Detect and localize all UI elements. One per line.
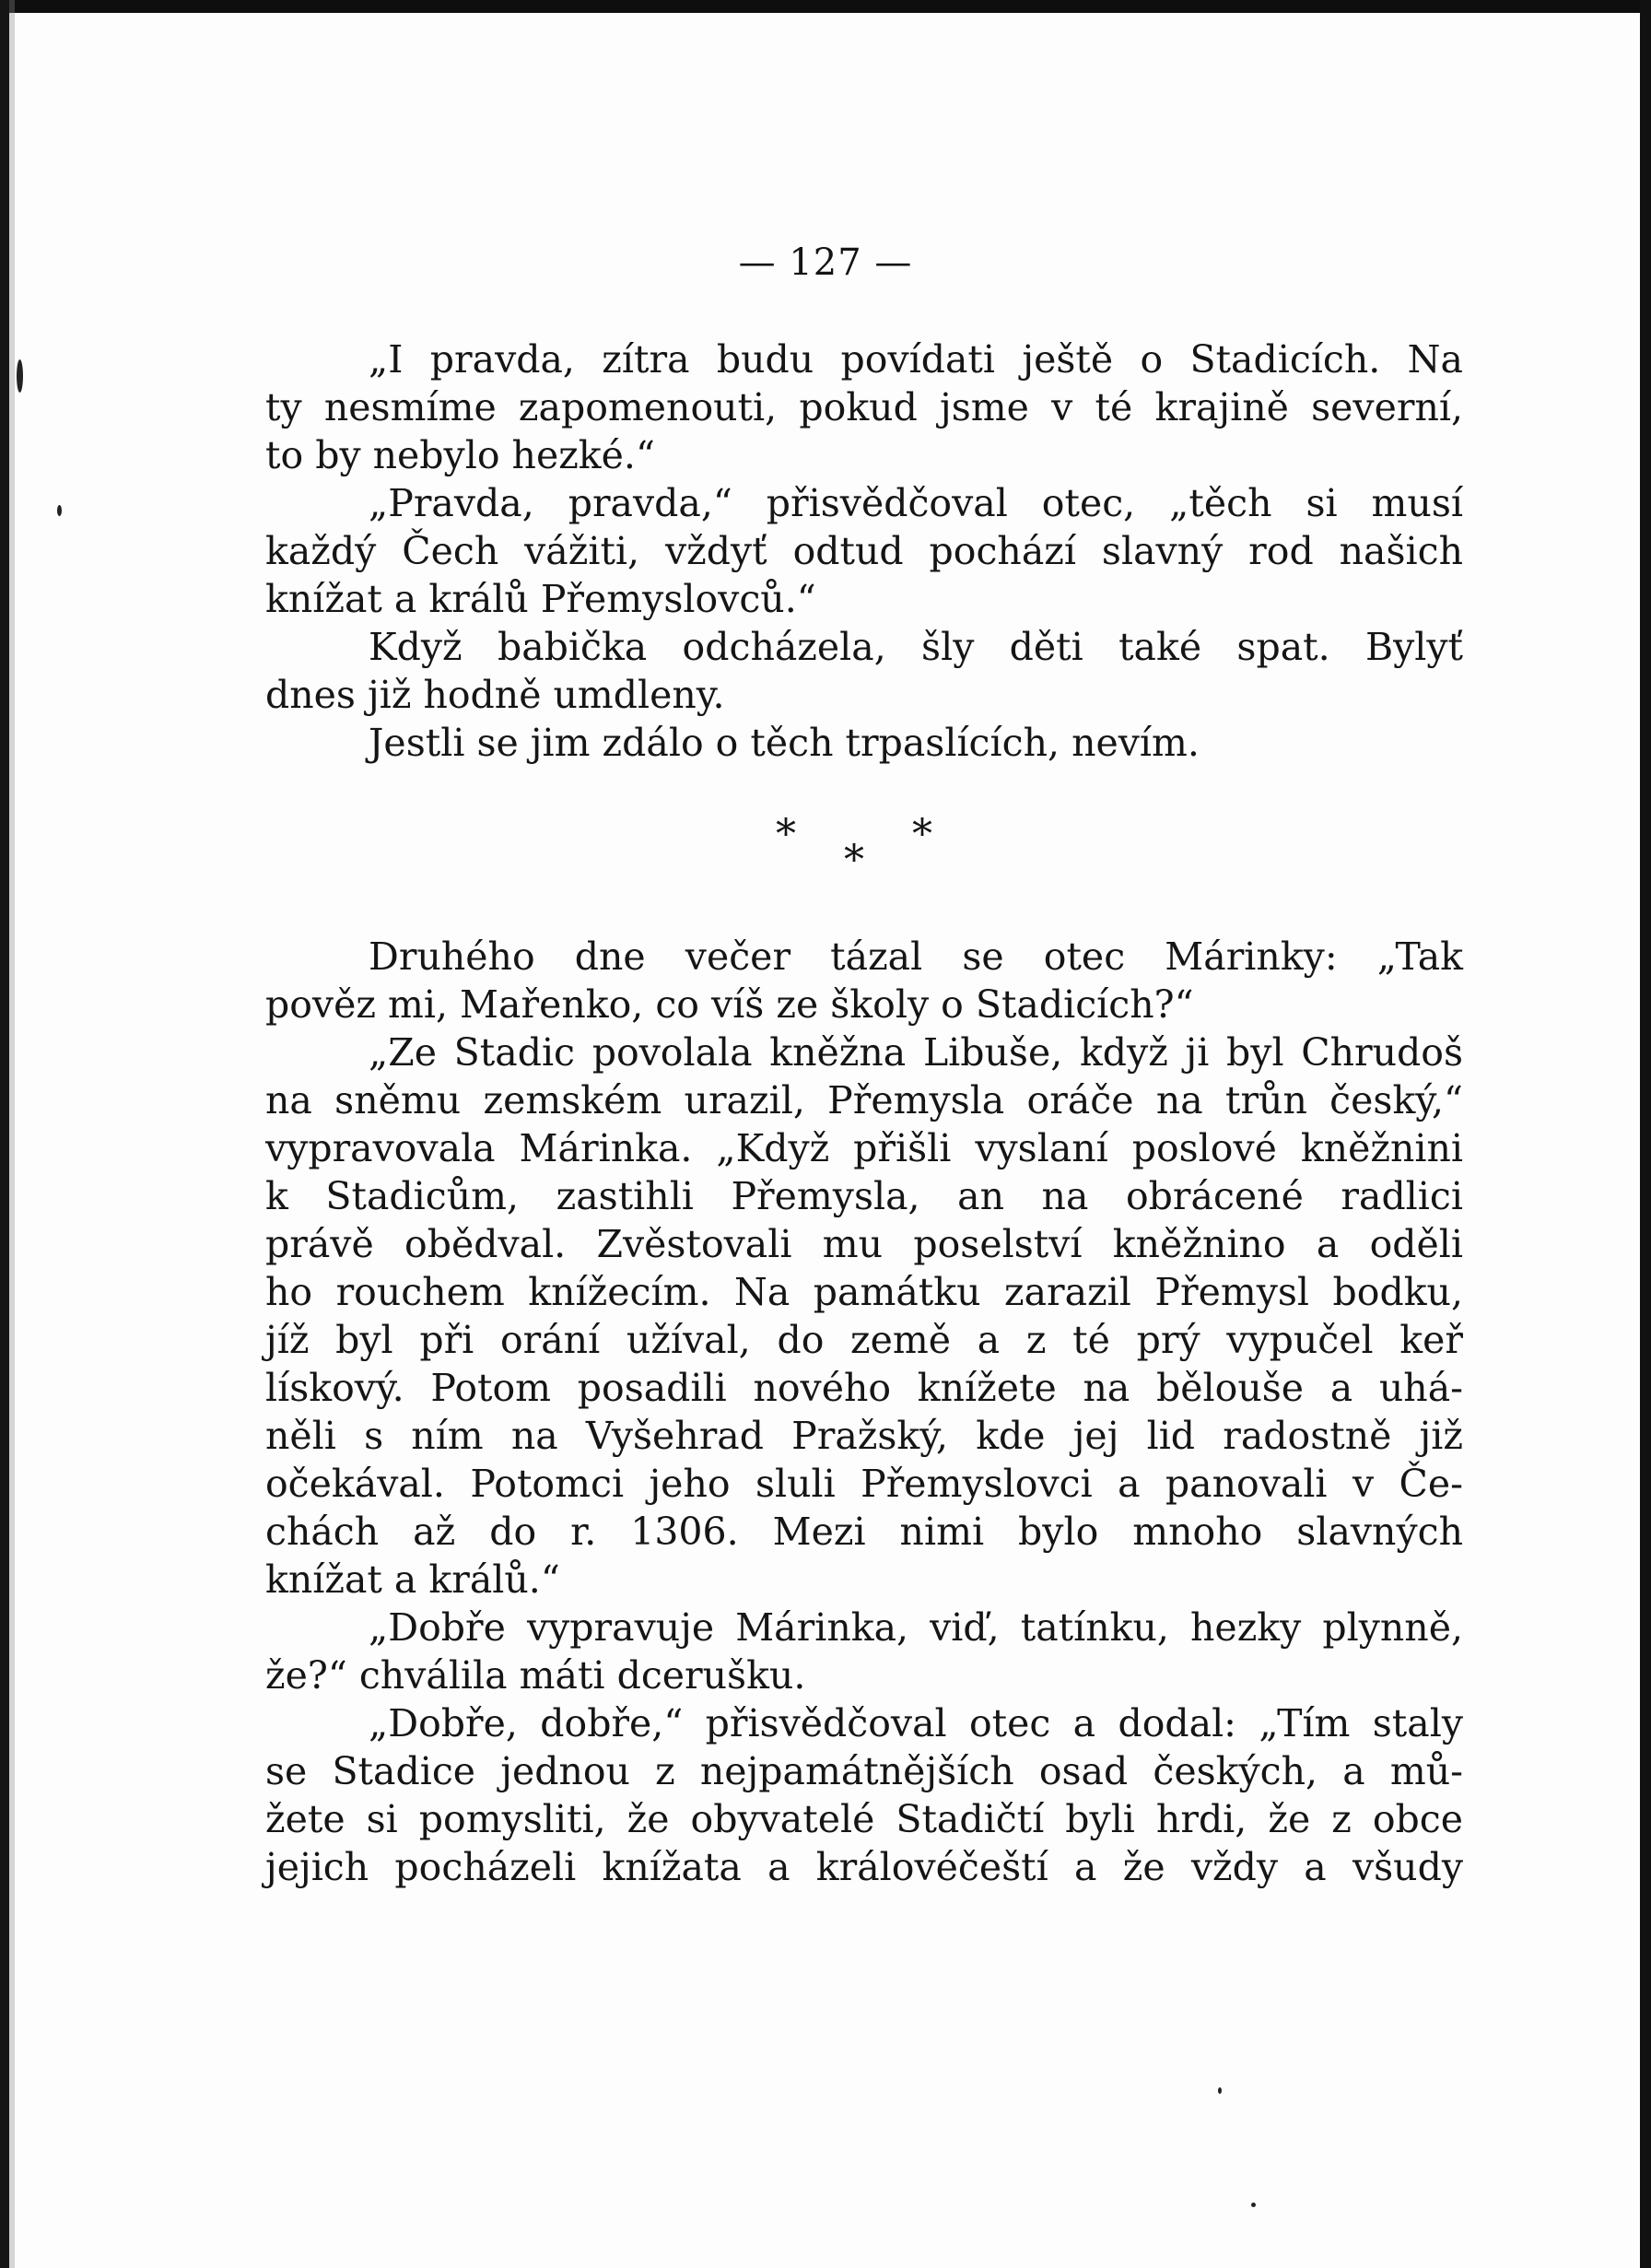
text-line: pověz mi, Mařenko, co víš ze školy o Stadicích?“ (265, 982, 1194, 1027)
text-line: vypravovala Márinka. „Když přišli vyslaní poslové kněžnini (265, 1126, 1463, 1170)
text-line: Druhého dne večer tázal se otec Márinky: „Tak (369, 934, 1463, 979)
text-line: žete si pomysliti, že obyvatelé Stadičtí byli hrdi, že z obce (265, 1797, 1463, 1841)
text-line: že?“ chválila máti dcerušku. (265, 1653, 806, 1698)
text-line: jejich pocházeli knížata a královéčeští a že vždy a všudy (265, 1845, 1463, 1889)
text-line: „Pravda, pravda,“ přisvědčoval otec, „těch si musí (369, 481, 1463, 525)
text-line: „Dobře vypravuje Márinka, viď, tatínku, hezky plynně, (369, 1605, 1463, 1650)
text-line: knížat a králů.“ (265, 1557, 560, 1602)
text-line: ty nesmíme zapomenouti, pokud jsme v té krajině severní, (265, 385, 1463, 429)
text-line: něli s ním na Vyšehrad Pražský, kde jej lid radostně již (265, 1414, 1463, 1458)
scan-border-top (0, 0, 1651, 13)
text-line: právě obědval. Zvěstovali mu poselství kněžnino a oděli (265, 1222, 1463, 1266)
text-line: „Ze Stadic povolala kněžna Libuše, když ji byl Chrudoš (369, 1030, 1463, 1075)
scan-speck (1218, 2087, 1222, 2094)
scan-speck (1251, 2203, 1256, 2207)
asterisk: * (844, 837, 864, 884)
text-line: knížat a králů Přemyslovců.“ (265, 577, 816, 621)
body-text-continued (265, 933, 1463, 1891)
scan-border-right (1640, 0, 1651, 2268)
text-line: „Dobře, dobře,“ přisvědčoval otec a dodal: „Tím staly (369, 1701, 1463, 1745)
scan-speck (57, 505, 62, 516)
text-line: na sněmu zemském urazil, Přemysla oráče na trůn český,“ (265, 1078, 1463, 1122)
text-line: Když babička odcházela, šly děti také spat. Bylyť (369, 625, 1463, 669)
text-line: každý Čech vážiti, vždyť odtud pochází slavný rod našich (265, 529, 1463, 573)
scan-shadow-left (9, 0, 15, 2268)
page-number: — 127 — (738, 241, 913, 284)
body-text (265, 335, 1463, 767)
scan-speck (17, 359, 23, 393)
text-line: Jestli se jim zdálo o těch trpaslících, nevím. (369, 721, 1200, 765)
asterisk: * (776, 811, 796, 858)
text-line: očekával. Potomci jeho sluli Přemyslovci a panovali v Če- (265, 1462, 1463, 1506)
asterisk: * (912, 811, 932, 858)
text-line: ho rouchem knížecím. Na památku zarazil Přemysl bodku, (265, 1270, 1463, 1314)
text-line: „I pravda, zítra budu povídati ještě o Stadicích. Na (369, 337, 1463, 382)
section-separator (755, 811, 958, 894)
text-line: to by nebylo hezké.“ (265, 433, 655, 477)
text-line: se Stadice jednou z nejpamátnějších osad českých, a mů- (265, 1749, 1463, 1793)
text-line: chách až do r. 1306. Mezi nimi bylo mnoho slavných (265, 1510, 1463, 1554)
scan-border-left (0, 0, 9, 2268)
text-line: k Stadicům, zastihli Přemysla, an na obrácené radlici (265, 1174, 1463, 1218)
text-line: dnes již hodně umdleny. (265, 673, 725, 717)
text-line: jíž byl při orání užíval, do země a z té prý vypučel keř (265, 1318, 1463, 1362)
text-line: lískový. Potom posadili nového knížete na bělouše a uhá- (265, 1366, 1463, 1410)
